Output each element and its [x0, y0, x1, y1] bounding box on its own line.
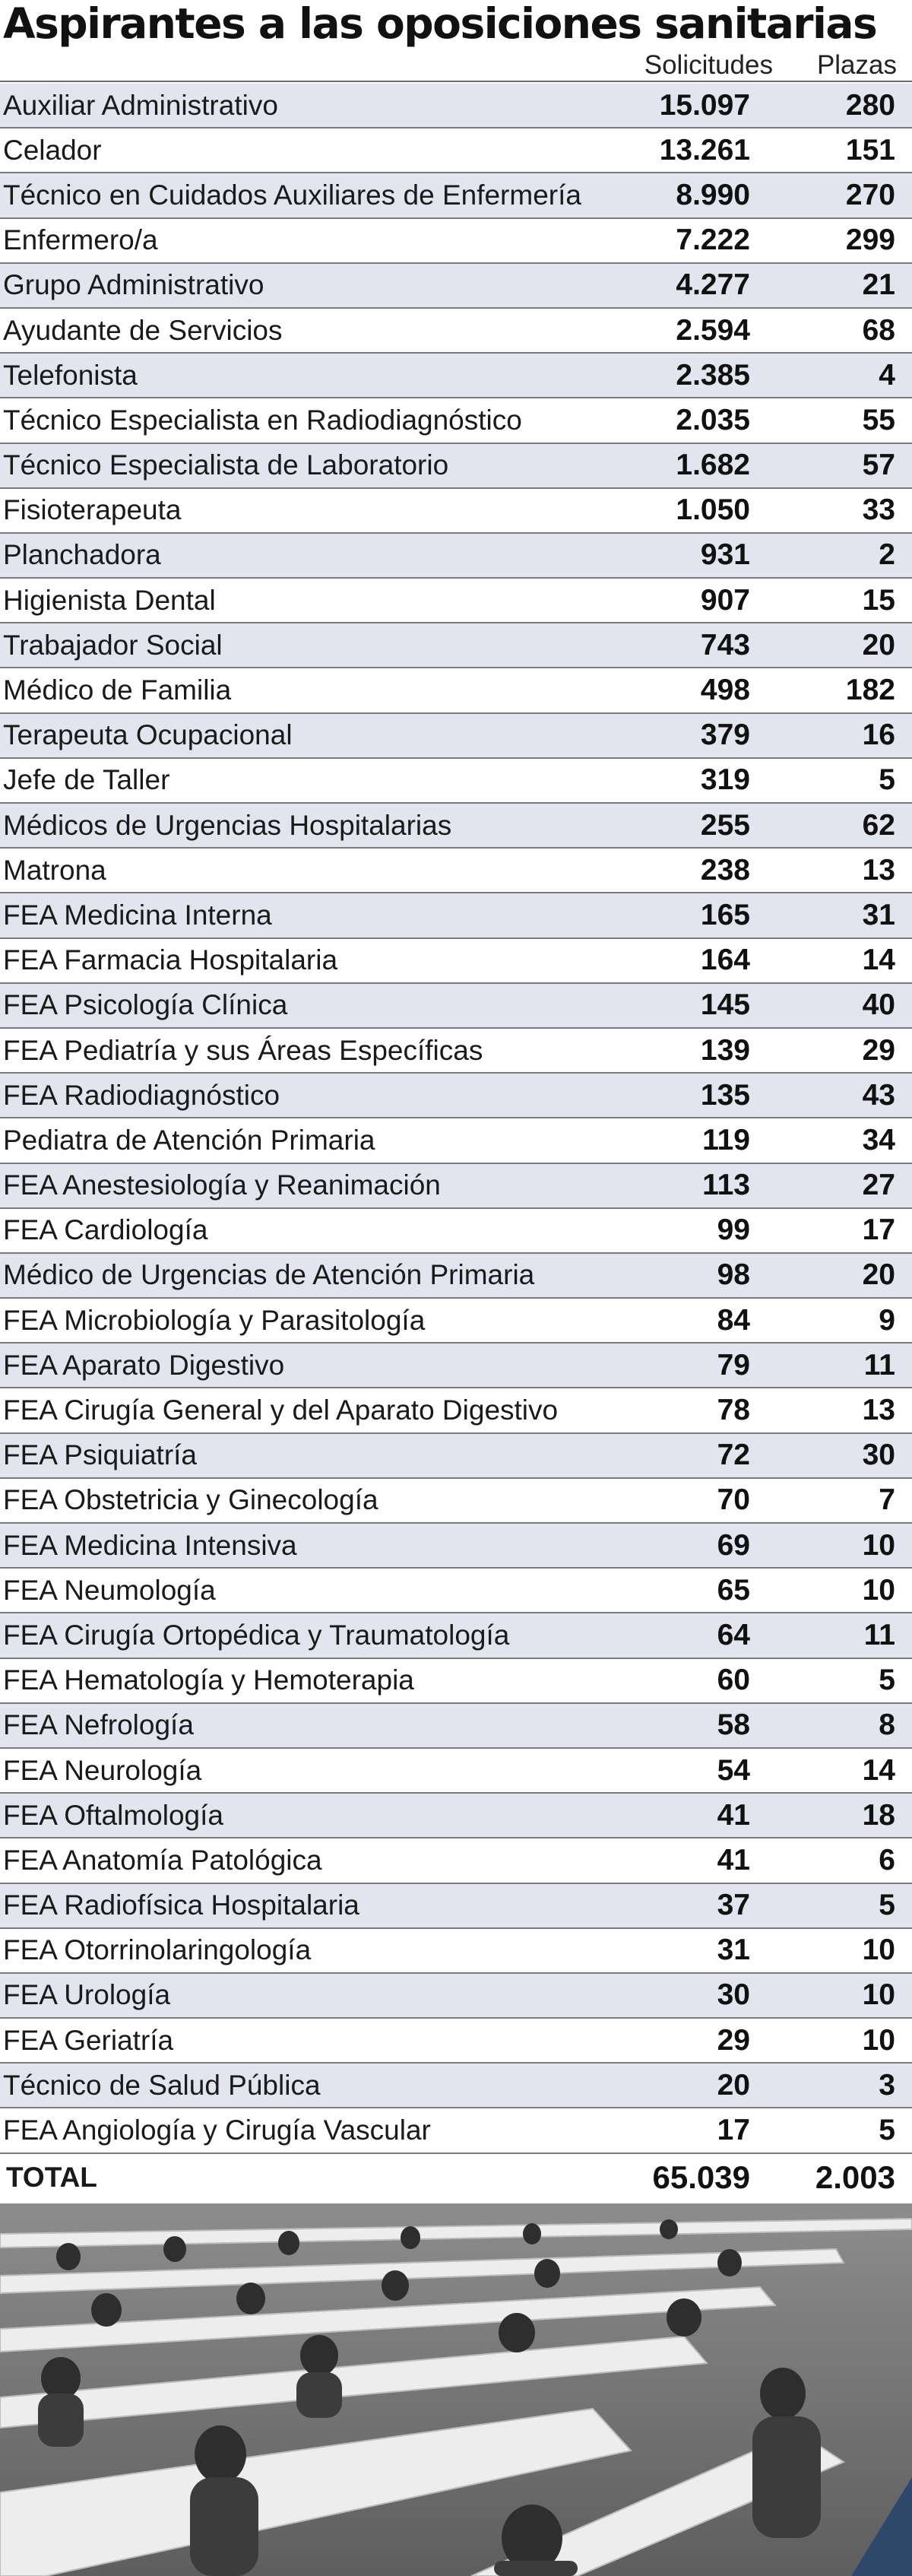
- row-plazas: 15: [862, 583, 895, 617]
- row-solicitudes: 78: [717, 1394, 750, 1427]
- row-plazas: 13: [862, 853, 895, 887]
- row-plazas: 10: [862, 1573, 895, 1607]
- table-row: [0, 1029, 912, 1074]
- row-label: FEA Urología: [3, 1979, 171, 2011]
- row-plazas: 299: [845, 224, 895, 257]
- row-solicitudes: 145: [700, 988, 750, 1022]
- row-label: Higienista Dental: [3, 584, 216, 616]
- table-row: [0, 984, 912, 1029]
- row-plazas: 11: [863, 1348, 895, 1382]
- row-label: Matrona: [3, 854, 106, 886]
- table-row: [0, 1344, 912, 1388]
- row-label: FEA Angiología y Cirugía Vascular: [3, 2114, 431, 2146]
- table-row: [0, 2064, 912, 2108]
- row-plazas: 40: [862, 988, 895, 1022]
- header-solicitudes: Solicitudes: [644, 50, 773, 80]
- row-solicitudes: 72: [717, 1439, 750, 1472]
- table-row: [0, 534, 912, 579]
- table-row: [0, 2019, 912, 2064]
- row-plazas: 20: [862, 628, 895, 661]
- row-label: FEA Anatomía Patológica: [3, 1844, 322, 1876]
- table-row: [0, 1074, 912, 1118]
- table-row: [0, 804, 912, 849]
- row-plazas: 2: [879, 538, 895, 572]
- row-label: Médico de Urgencias de Atención Primaria: [3, 1259, 535, 1291]
- table-row: [0, 623, 912, 668]
- row-solicitudes: 119: [702, 1123, 750, 1156]
- table-row: [0, 309, 912, 354]
- row-plazas: 3: [879, 2068, 895, 2102]
- row-solicitudes: 1.682: [676, 449, 750, 482]
- row-solicitudes: 29: [717, 2023, 750, 2057]
- row-plazas: 7: [879, 1483, 895, 1517]
- row-plazas: 43: [862, 1078, 895, 1112]
- row-label: Jefe de Taller: [3, 764, 170, 796]
- row-label: FEA Microbiología y Parasitología: [3, 1304, 426, 1336]
- row-plazas: 29: [862, 1033, 895, 1067]
- table-row: [0, 668, 912, 713]
- row-label: FEA Oftalmología: [3, 1799, 223, 1831]
- row-label: FEA Obstetricia y Ginecología: [3, 1484, 378, 1516]
- total-plazas: 2.003: [815, 2159, 895, 2195]
- row-label: FEA Neumología: [3, 1574, 216, 1606]
- row-plazas: 270: [845, 178, 895, 211]
- row-label: Auxiliar Administrativo: [3, 89, 278, 121]
- row-label: FEA Radiodiagnóstico: [3, 1079, 280, 1111]
- row-solicitudes: 37: [717, 1889, 750, 1922]
- row-plazas: 10: [862, 1528, 895, 1562]
- row-plazas: 21: [862, 268, 895, 302]
- table-row: [0, 1388, 912, 1433]
- row-label: Telefonista: [3, 359, 138, 391]
- row-plazas: 5: [879, 2114, 895, 2147]
- table-row: [0, 1209, 912, 1254]
- row-label: FEA Cirugía Ortopédica y Traumatología: [3, 1619, 510, 1651]
- row-plazas: 30: [862, 1439, 895, 1472]
- row-solicitudes: 113: [702, 1169, 750, 1202]
- table-row: [0, 1434, 912, 1479]
- table-row: [0, 489, 912, 534]
- table-row: [0, 1569, 912, 1613]
- table-row: [0, 444, 912, 489]
- row-solicitudes: 60: [717, 1664, 750, 1697]
- row-solicitudes: 54: [717, 1753, 750, 1787]
- row-label: FEA Radiofísica Hospitalaria: [3, 1889, 359, 1921]
- row-plazas: 10: [862, 2023, 895, 2057]
- row-label: Médicos de Urgencias Hospitalarias: [3, 809, 452, 841]
- exam-hall-photo: [0, 2203, 912, 2576]
- row-plazas: 4: [879, 358, 895, 392]
- row-label: FEA Cirugía General y del Aparato Digestivo: [3, 1394, 559, 1426]
- row-plazas: 68: [862, 313, 895, 347]
- row-label: FEA Psiquiatría: [3, 1439, 198, 1471]
- row-label: Técnico en Cuidados Auxiliares de Enfermería: [3, 179, 581, 211]
- row-plazas: 280: [845, 88, 895, 122]
- table-row: [0, 1838, 912, 1883]
- row-plazas: 57: [862, 449, 895, 482]
- row-solicitudes: 4.277: [676, 268, 750, 302]
- table-row: [0, 264, 912, 309]
- row-label: FEA Geriatría: [3, 2024, 174, 2056]
- row-label: Enfermero/a: [3, 224, 158, 256]
- row-plazas: 13: [862, 1394, 895, 1427]
- table-row: [0, 1749, 912, 1794]
- table-row: [0, 759, 912, 804]
- row-solicitudes: 58: [717, 1708, 750, 1742]
- row-solicitudes: 41: [717, 1798, 750, 1832]
- table-row: [0, 2108, 912, 2153]
- row-solicitudes: 319: [700, 763, 750, 797]
- header-plazas: Plazas: [816, 50, 897, 80]
- row-solicitudes: 2.035: [676, 403, 750, 436]
- row-solicitudes: 2.594: [676, 313, 750, 347]
- total-solicitudes: 65.039: [652, 2159, 750, 2195]
- table-row: [0, 84, 912, 128]
- data-table: [0, 84, 912, 2201]
- row-solicitudes: 15.097: [659, 88, 750, 122]
- row-label: Celador: [3, 134, 102, 166]
- row-solicitudes: 65: [717, 1573, 750, 1607]
- table-row: [0, 1794, 912, 1838]
- row-label: Técnico Especialista en Radiodiagnóstico: [3, 404, 522, 436]
- page-title: Aspirantes a las oposiciones sanitarias: [3, 0, 877, 48]
- row-label: Terapeuta Ocupacional: [3, 719, 293, 751]
- row-label: Fisioterapeuta: [3, 494, 182, 526]
- row-plazas: 5: [879, 1889, 895, 1922]
- table-row: [0, 128, 912, 173]
- row-plazas: 20: [862, 1258, 895, 1292]
- table-row: [0, 1704, 912, 1749]
- row-label: Ayudante de Servicios: [3, 314, 283, 346]
- table-row: [0, 714, 912, 759]
- row-label: FEA Psicología Clínica: [3, 989, 288, 1021]
- row-solicitudes: 41: [717, 1843, 750, 1876]
- row-solicitudes: 8.990: [676, 178, 750, 211]
- row-solicitudes: 20: [717, 2068, 750, 2102]
- row-solicitudes: 255: [700, 808, 750, 842]
- table-row: [0, 398, 912, 443]
- total-label: TOTAL: [6, 2161, 97, 2193]
- row-label: FEA Neurología: [3, 1754, 202, 1786]
- row-plazas: 5: [879, 1664, 895, 1697]
- row-plazas: 33: [862, 493, 895, 527]
- row-plazas: 11: [863, 1618, 895, 1651]
- row-plazas: 18: [862, 1798, 895, 1832]
- row-solicitudes: 907: [700, 583, 750, 617]
- row-label: Planchadora: [3, 539, 161, 571]
- row-label: Técnico de Salud Pública: [3, 2069, 321, 2101]
- table-row: [0, 893, 912, 938]
- row-plazas: 9: [879, 1303, 895, 1337]
- row-solicitudes: 17: [717, 2114, 750, 2147]
- row-plazas: 55: [862, 403, 895, 436]
- row-plazas: 34: [862, 1123, 895, 1156]
- row-solicitudes: 98: [717, 1258, 750, 1292]
- row-plazas: 182: [845, 674, 895, 707]
- row-plazas: 16: [862, 719, 895, 752]
- row-solicitudes: 931: [700, 538, 750, 572]
- row-solicitudes: 79: [717, 1348, 750, 1382]
- row-plazas: 31: [862, 898, 895, 931]
- row-label: Grupo Administrativo: [3, 269, 264, 301]
- row-solicitudes: 1.050: [676, 493, 750, 527]
- table-row: [0, 173, 912, 218]
- row-label: FEA Farmacia Hospitalaria: [3, 944, 338, 976]
- row-label: Pediatra de Atención Primaria: [3, 1124, 375, 1156]
- table-row: [0, 1164, 912, 1209]
- table-row: [0, 1118, 912, 1163]
- row-plazas: 14: [862, 944, 895, 977]
- table-row: [0, 1299, 912, 1344]
- table-row: [0, 1884, 912, 1929]
- row-label: FEA Pediatría y sus Áreas Específicas: [3, 1034, 483, 1066]
- row-solicitudes: 498: [700, 674, 750, 707]
- row-label: FEA Medicina Interna: [3, 899, 272, 931]
- table-row: [0, 219, 912, 264]
- table-row: [0, 1524, 912, 1569]
- row-label: FEA Otorrinolaringología: [3, 1934, 312, 1966]
- row-plazas: 151: [845, 133, 895, 167]
- row-solicitudes: 7.222: [676, 224, 750, 257]
- table-row: [0, 354, 912, 398]
- row-label: FEA Nefrología: [3, 1709, 194, 1741]
- row-plazas: 8: [879, 1708, 895, 1742]
- row-solicitudes: 135: [700, 1078, 750, 1112]
- table-row: [0, 1659, 912, 1704]
- row-plazas: 10: [862, 1934, 895, 1967]
- row-solicitudes: 99: [717, 1213, 750, 1247]
- table-row: [0, 849, 912, 893]
- table-row: [0, 1613, 912, 1658]
- row-plazas: 5: [879, 763, 895, 797]
- row-solicitudes: 743: [700, 628, 750, 661]
- row-label: Trabajador Social: [3, 629, 223, 661]
- row-plazas: 6: [879, 1843, 895, 1876]
- row-plazas: 62: [862, 808, 895, 842]
- row-solicitudes: 379: [700, 719, 750, 752]
- row-solicitudes: 31: [717, 1934, 750, 1967]
- row-solicitudes: 13.261: [659, 133, 750, 167]
- table-header: [0, 47, 912, 82]
- row-solicitudes: 69: [717, 1528, 750, 1562]
- row-solicitudes: 30: [717, 1978, 750, 2012]
- row-label: FEA Medicina Intensiva: [3, 1529, 297, 1561]
- row-label: Médico de Familia: [3, 674, 232, 706]
- row-label: FEA Anestesiología y Reanimación: [3, 1169, 441, 1201]
- row-solicitudes: 139: [700, 1033, 750, 1067]
- total-row: [0, 2154, 912, 2201]
- table-row: [0, 939, 912, 984]
- row-solicitudes: 2.385: [676, 358, 750, 392]
- table-row: [0, 579, 912, 623]
- row-plazas: 27: [862, 1169, 895, 1202]
- row-solicitudes: 64: [717, 1618, 750, 1651]
- row-label: FEA Cardiología: [3, 1214, 208, 1246]
- table-row: [0, 1479, 912, 1524]
- table-row: [0, 1254, 912, 1299]
- row-solicitudes: 238: [700, 853, 750, 887]
- row-solicitudes: 84: [717, 1303, 750, 1337]
- row-label: Técnico Especialista de Laboratorio: [3, 449, 449, 481]
- row-label: FEA Hematología y Hemoterapia: [3, 1664, 414, 1696]
- table-row: [0, 1929, 912, 1974]
- row-plazas: 10: [862, 1978, 895, 2012]
- row-solicitudes: 165: [700, 898, 750, 931]
- row-plazas: 17: [862, 1213, 895, 1247]
- row-plazas: 14: [862, 1753, 895, 1787]
- table-row: [0, 1974, 912, 2019]
- row-label: FEA Aparato Digestivo: [3, 1349, 285, 1381]
- exam-hall-illustration: [0, 2203, 912, 2576]
- row-solicitudes: 164: [700, 944, 750, 977]
- row-solicitudes: 70: [717, 1483, 750, 1517]
